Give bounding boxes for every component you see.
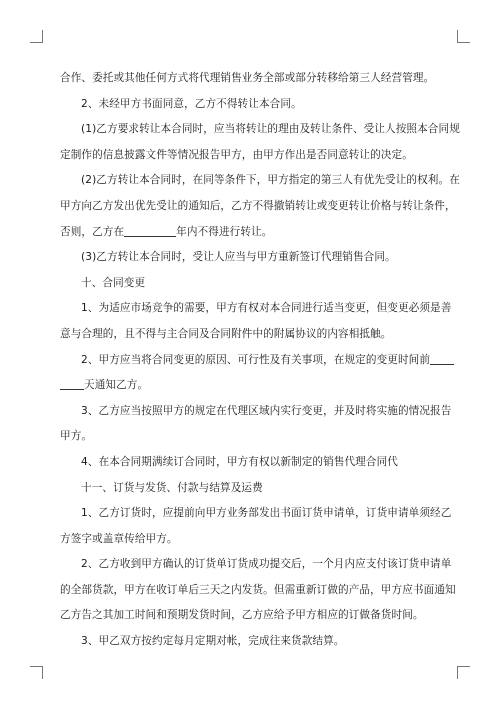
crop-mark-bottom-right: [457, 666, 470, 679]
paragraph-line: 定制作的信息披露文件等情况报告甲方，由甲方作出是否同意转让的决定。: [60, 148, 413, 161]
crop-mark-top-right: [457, 30, 470, 43]
paragraph-line-with-blank: [60, 220, 446, 246]
fill-in-blank: [124, 222, 176, 237]
paragraph-line: (1)乙方要求转让本合同时，应当将转让的理由及转让条件、受让人按照本合同规: [81, 123, 460, 136]
paragraph-line-with-blank: [60, 373, 446, 399]
paragraph-line-with-blank: [60, 348, 446, 374]
paragraph-line: 甲方向乙方发出优先受让的通知后，乙方不得撤销转让或变更转让价格与转让条件，: [60, 199, 456, 212]
paragraph-line: 4、在本合同期满续订合同时，甲方有权以新制定的销售代理合同代: [81, 455, 398, 468]
paragraph-line: (3)乙方转让本合同时，受让人应当与甲方重新签订代理销售合同。: [81, 251, 396, 264]
paragraph-line: 意与合理的，且不得与主合同及合同附件中的附属协议的内容相抵触。: [60, 327, 392, 340]
fill-in-blank: [430, 350, 454, 365]
paragraph-line: (2)乙方转让本合同时，在同等条件下，甲方指定的第三人有优先受让的权利。在: [81, 174, 460, 187]
crop-mark-bottom-left: [30, 666, 43, 679]
paragraph-line: 乙方告之其加工时间和预期发货时间，乙方应给予甲方相应的订做备货时间。: [60, 609, 424, 622]
line-text: 年内不得进行转让。: [176, 225, 273, 238]
paragraph-line: 甲方。: [60, 430, 93, 443]
section-heading: 十、合同变更: [81, 276, 146, 289]
fill-in-blank: [60, 375, 84, 390]
crop-mark-top-left: [30, 30, 43, 43]
paragraph-line: 1、乙方订货时，应提前向甲方业务部发出书面订货申请单，订货申请单须经乙: [81, 507, 452, 520]
paragraph-line: 的全部货款，甲方在收订单后三天之内发货。但需重新订做的产品，甲方应书面通知: [60, 583, 456, 596]
line-text: 2、甲方应当将合同变更的原因、可行性及有关事项，在规定的变更时间前: [81, 353, 431, 366]
line-text: 否则，乙方在: [60, 225, 125, 238]
paragraph-line: 3、甲乙双方按约定每月定期对帐，完成往来货款结算。: [81, 635, 345, 648]
document-body: [60, 66, 460, 655]
paragraph-line: 方签字或盖章传给甲方。: [60, 532, 178, 545]
line-text: 天通知乙方。: [84, 379, 149, 392]
section-heading: 十一、订货与发货、付款与结算及运费: [81, 481, 263, 494]
paragraph-line: 2、未经甲方书面同意，乙方不得转让本合同。: [81, 97, 302, 110]
paragraph-line: 2、乙方收到甲方确认的订货单订货成功提交后，一个月内应支付该订货申请单: [81, 558, 452, 571]
paragraph-line: 1、为适应市场竞争的需要，甲方有权对本合同进行适当变更，但变更必须是善: [81, 302, 452, 315]
paragraph-line: 合作、委托或其他任何方式将代理销售业务全部或部分转移给第三人经营管理。: [60, 72, 435, 84]
paragraph-line: 3、乙方应当按照甲方的规定在代理区域内实行变更，并及时将实施的情况报告: [81, 404, 452, 417]
